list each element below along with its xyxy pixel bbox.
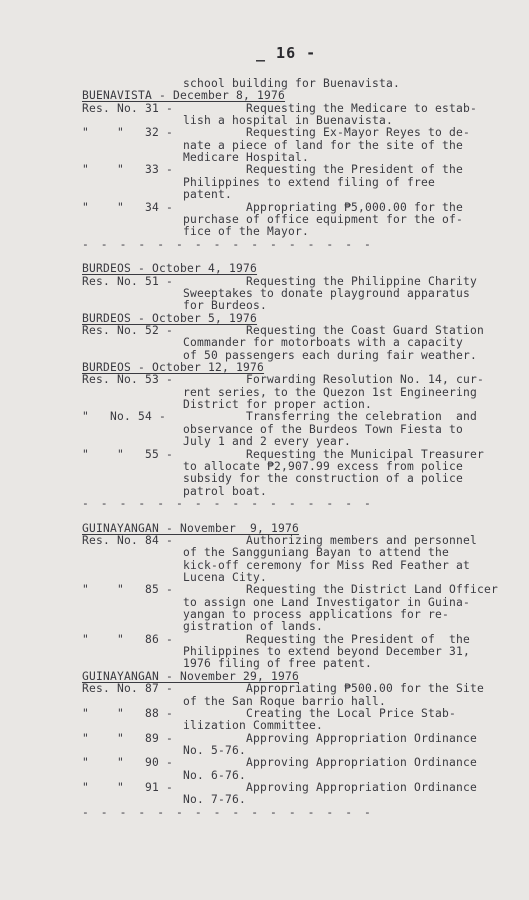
resolution-text: Lucena City.: [183, 571, 268, 584]
section-heading: GUINAYANGAN - November 29, 1976: [82, 669, 300, 683]
resolution-number: " " 55 -: [82, 447, 174, 461]
resolution-text: Medicare Hospital.: [183, 151, 310, 165]
resolution-text: kick-off ceremony for Miss Red Feather at: [183, 558, 471, 572]
resolution-text: of 50 passengers each during fair weather.: [183, 348, 478, 362]
resolution-text: Requesting the President of the: [183, 163, 464, 177]
resolution-text: to assign one Land Investigator in Guina-: [183, 595, 471, 609]
resolution-text: Appropriating ₱5,000.00 for the: [183, 200, 464, 214]
resolution-text: District for proper action.: [183, 398, 373, 412]
resolution-text: Requesting the Municipal Treasurer: [183, 447, 485, 461]
resolution-text: for Burdeos.: [183, 299, 268, 313]
resolution-text: Appropriating ₱500.00 for the Site: [183, 682, 485, 696]
resolution-number: Res. No. 31 -: [82, 101, 174, 115]
resolution-text: Philippines to extend beyond December 31,: [183, 645, 471, 659]
resolution-text: purchase of office equipment for the of-: [183, 212, 464, 226]
resolution-text: fice of the Mayor.: [183, 225, 310, 239]
resolution-text: patent.: [183, 188, 233, 202]
resolution-text: Requesting the Medicare to estab-: [183, 101, 478, 115]
resolution-number: Res. No. 52 -: [82, 324, 174, 337]
resolution-text: subsidy for the construction of a police: [183, 472, 464, 486]
resolution-text: rent series, to the Quezon 1st Engineering: [183, 385, 478, 399]
resolution-text: to allocate ₱2,907.99 excess from police: [183, 459, 464, 473]
resolution-number: " " 32 -: [82, 126, 174, 140]
resolution-text: Requesting the Philippine Charity: [183, 274, 478, 288]
resolution-number: " " 85 -: [82, 583, 174, 597]
resolution-text: Approving Appropriation Ordinance: [183, 756, 478, 770]
separator-line: - - - - - - - - - - - - - - - -: [82, 237, 374, 251]
resolution-number: " " 91 -: [82, 780, 174, 794]
resolution-number: " No. 54 -: [82, 410, 167, 424]
resolution-text: of the San Roque barrio hall.: [183, 694, 387, 708]
resolution-number: " " 33 -: [82, 163, 174, 177]
resolution-text: ilization Committee.: [183, 719, 324, 733]
page-number: _ 16 -: [256, 44, 317, 62]
section-heading: GUINAYANGAN - November 9, 1976: [82, 521, 300, 535]
resolution-text: school building for Buenavista.: [183, 77, 401, 90]
resolution-text: lish a hospital in Buenavista.: [183, 114, 394, 128]
resolution-text: Sweeptakes to donate playground apparatus: [183, 286, 471, 300]
resolution-text: Approving Appropriation Ordinance: [183, 780, 478, 794]
resolution-number: " " 89 -: [82, 731, 174, 745]
resolution-text: observance of the Burdeos Town Fiesta to: [183, 422, 464, 436]
resolution-text: Authorizing members and personnel: [183, 533, 478, 547]
separator-line: - - - - - - - - - - - - - - - -: [82, 805, 374, 819]
resolution-text: Requesting the District Land Officer: [183, 583, 499, 597]
resolution-number: Res. No. 53 -: [82, 373, 174, 387]
resolution-text: Requesting the President of the: [183, 632, 471, 646]
resolution-text: Philippines to extend filing of free: [183, 175, 436, 189]
resolution-text: Creating the Local Price Stab-: [183, 706, 457, 720]
section-heading: BURDEOS - October 4, 1976: [82, 262, 258, 276]
resolution-text: Requesting the Coast Guard Station: [183, 324, 485, 337]
resolution-number: " " 34 -: [82, 200, 174, 214]
section-heading: BUENAVISTA - December 8, 1976: [82, 89, 286, 103]
resolution-text: Forwarding Resolution No. 14, cur-: [183, 373, 485, 387]
resolution-text: nate a piece of land for the site of the: [183, 138, 464, 152]
resolution-number: Res. No. 87 -: [82, 682, 174, 696]
resolution-text: No. 5-76.: [183, 743, 247, 757]
resolution-text: No. 6-76.: [183, 768, 247, 782]
resolution-text: Approving Appropriation Ordinance: [183, 731, 478, 745]
section-heading: BURDEOS - October 5, 1976: [82, 311, 258, 325]
separator-line: - - - - - - - - - - - - - - - -: [82, 496, 374, 510]
resolution-text: 1976 filing of free patent.: [183, 657, 373, 671]
resolution-number: " " 88 -: [82, 706, 174, 720]
resolution-text: July 1 and 2 every year.: [183, 435, 352, 449]
resolution-text: Requesting Ex-Mayor Reyes to de-: [183, 126, 471, 140]
resolution-text: Commander for motorboats with a capacity: [183, 336, 464, 350]
resolution-text: yangan to process applications for re-: [183, 608, 450, 622]
resolution-number: " " 86 -: [82, 632, 174, 646]
resolution-text: of the Sangguniang Bayan to attend the: [183, 546, 450, 560]
resolution-number: Res. No. 84 -: [82, 533, 174, 547]
section-heading: BURDEOS - October 12, 1976: [82, 361, 265, 375]
resolution-text: patrol boat.: [183, 484, 268, 498]
resolution-text: gistration of lands.: [183, 620, 324, 634]
resolution-number: " " 90 -: [82, 756, 174, 770]
resolution-text: No. 7-76.: [183, 793, 247, 807]
resolution-number: Res. No. 51 -: [82, 274, 174, 288]
resolution-text: Transferring the celebration and: [183, 410, 478, 424]
